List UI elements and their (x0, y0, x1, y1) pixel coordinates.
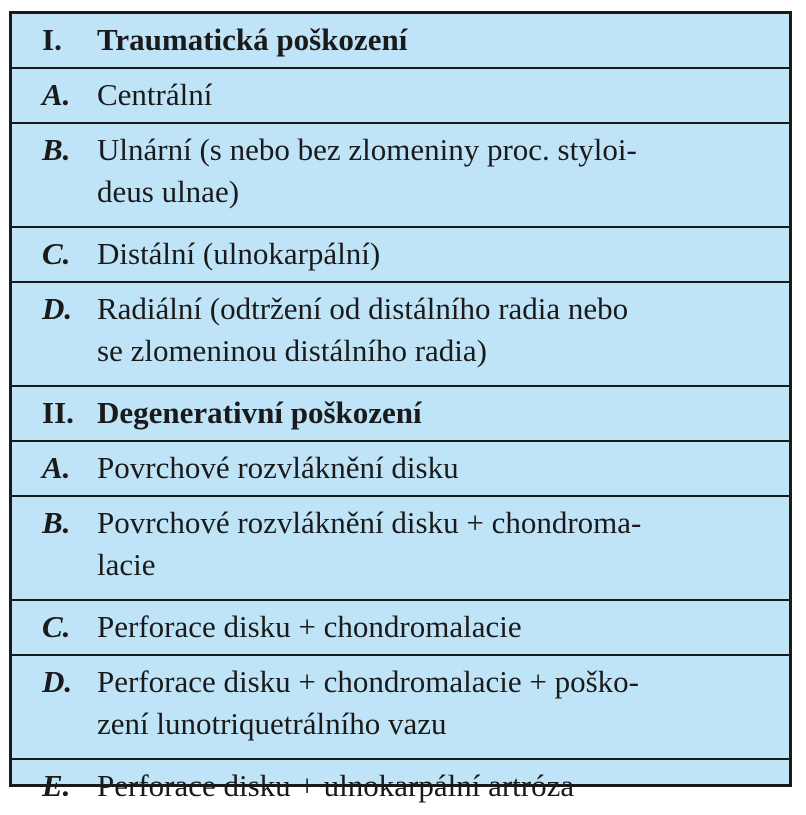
row-letter: D. (42, 291, 73, 326)
row-letter: B. (42, 132, 71, 167)
row-text: Povrchové rozvláknění disku + chondroma- lacie (97, 505, 642, 582)
table-row (12, 601, 789, 656)
section-title: Degenerativní poškození (97, 395, 422, 430)
table-row (12, 283, 789, 387)
row-letter: B. (42, 505, 71, 540)
table-row (12, 656, 789, 760)
row-letter: A. (42, 77, 71, 112)
row-text: Povrchové rozvláknění disku (97, 450, 459, 485)
table-row (12, 69, 789, 124)
row-letter: E. (42, 768, 71, 803)
row-text: Perforace disku + chondromalacie (97, 609, 522, 644)
row-text: Centrální (97, 77, 213, 112)
row-letter: C. (42, 609, 71, 644)
row-text: Distální (ulnokarpální) (97, 236, 381, 271)
row-text: Radiální (odtržení od distálního radia nebo se zlomeninou distálního radia) (97, 291, 629, 368)
row-letter: C. (42, 236, 71, 271)
table-row (12, 760, 789, 815)
section-header-row (12, 14, 789, 69)
table-row (12, 442, 789, 497)
row-letter: A. (42, 450, 71, 485)
row-text: Perforace disku + chondromalacie + poško- zení lunotriquetrálního vazu (97, 664, 639, 741)
table-row (12, 124, 789, 228)
table-row (12, 497, 789, 601)
section-header-row (12, 387, 789, 442)
row-letter: II. (42, 395, 74, 430)
row-letter: D. (42, 664, 73, 699)
classification-table (9, 11, 792, 803)
row-text: Ulnární (s nebo bez zlomeniny proc. styloi- deus ulnae) (97, 132, 637, 209)
table-row (12, 228, 789, 283)
row-text: Perforace disku + ulnokarpální artróza (97, 768, 575, 803)
row-letter: I. (42, 22, 62, 57)
section-title: Traumatická poškození (97, 22, 408, 57)
